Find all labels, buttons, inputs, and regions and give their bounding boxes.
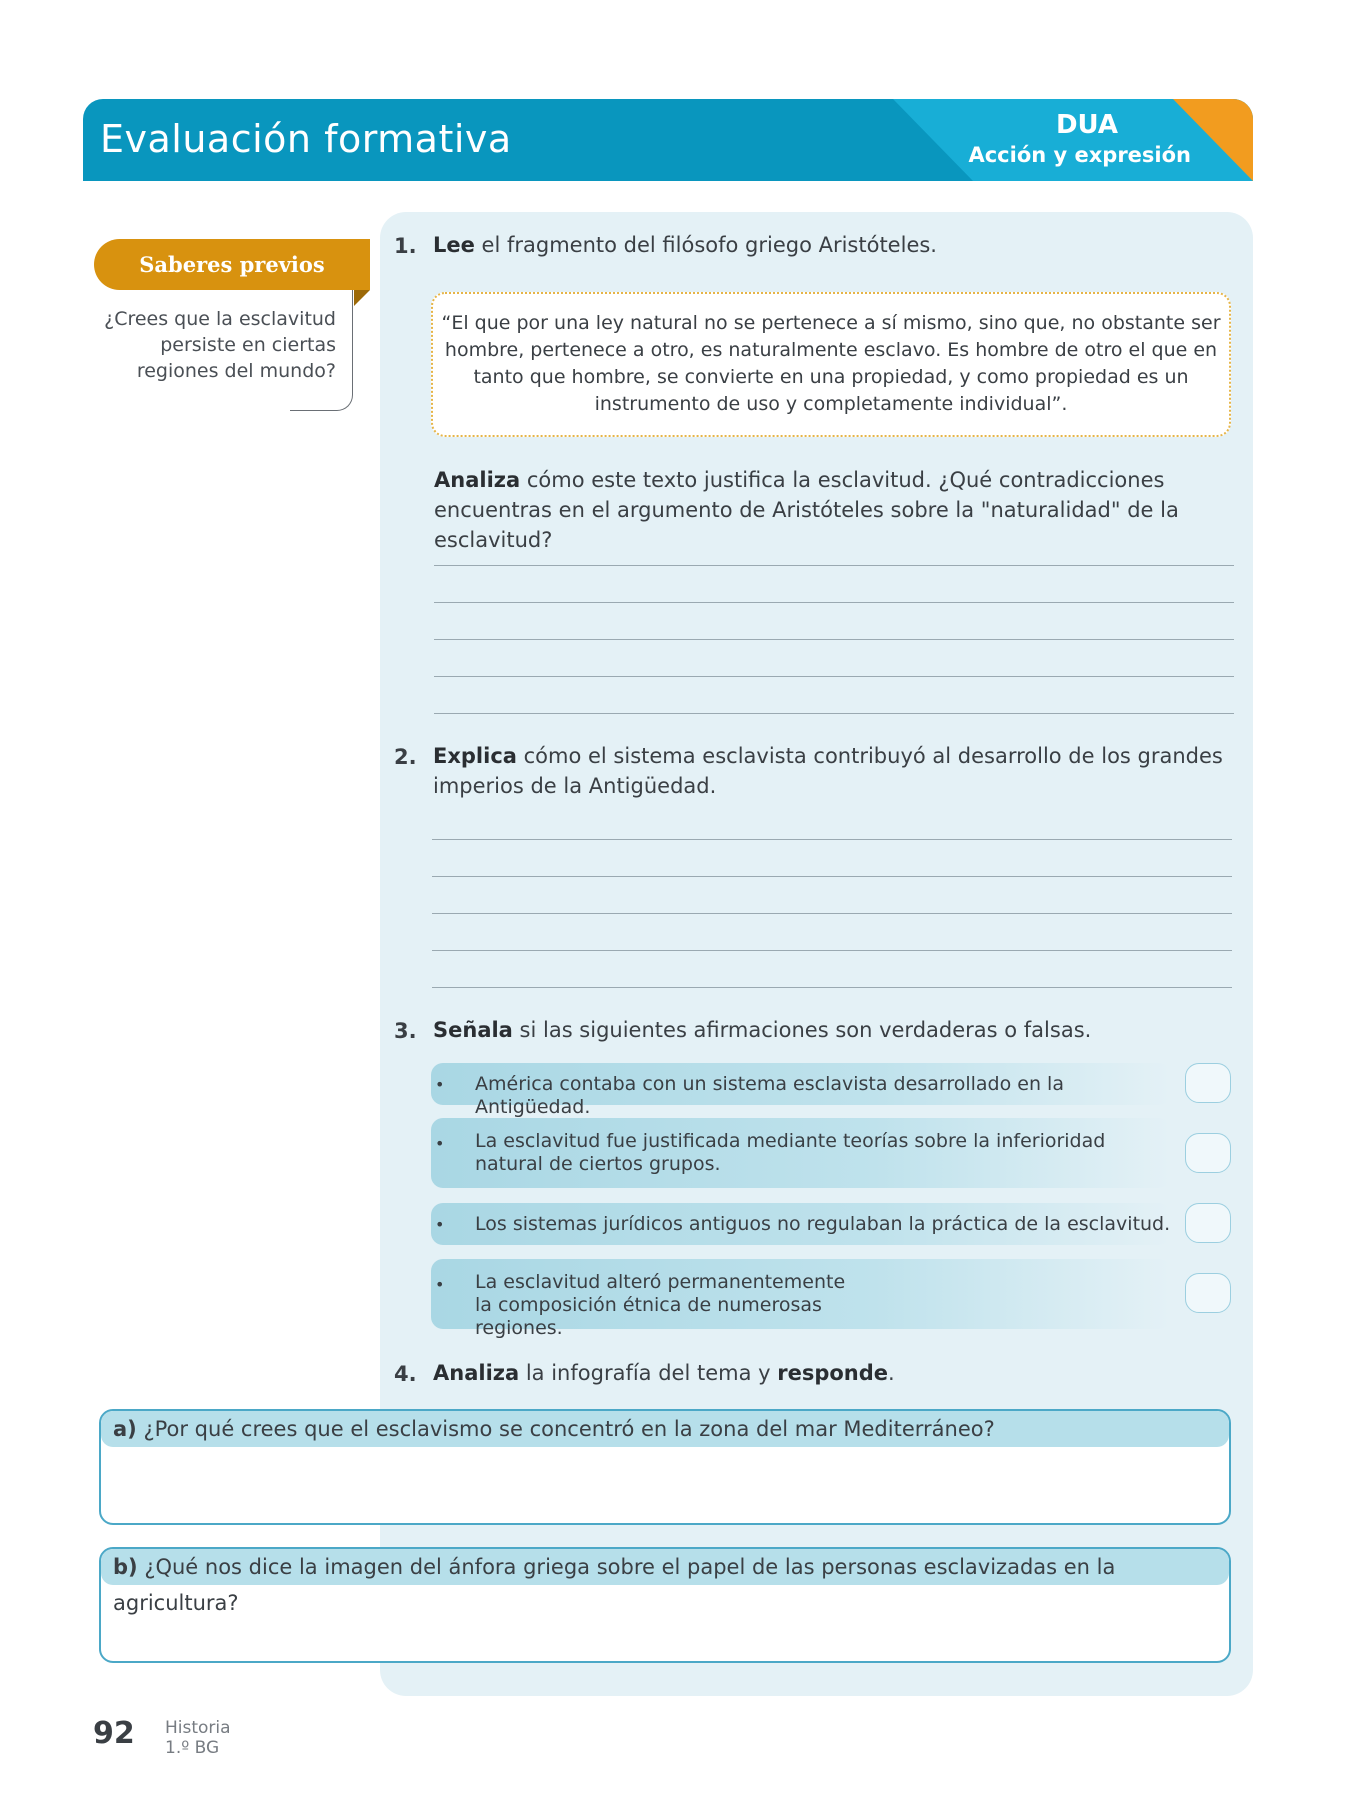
question-1-verb: Lee bbox=[433, 233, 475, 257]
statement-item bbox=[431, 1203, 1171, 1245]
question-1-body: el fragmento del filósofo griego Aristóteles. bbox=[474, 233, 937, 257]
bullet-icon: • bbox=[435, 1134, 445, 1153]
question-4-verb: Analiza bbox=[433, 1361, 520, 1385]
saberes-previos-tab: Saberes previos bbox=[94, 239, 370, 290]
answer-line[interactable] bbox=[434, 676, 1234, 677]
answer-line[interactable] bbox=[432, 987, 1232, 988]
quote-text: “El que por una ley natural no se pertenece a sí mismo, sino que, no obstante ser hombre, pertenece a otro, es naturalmente esclavo. Es hombre de otro el que en tanto que hombre, se convierte en una propiedad, y como propiedad es un instrumento de uso y completamente individual”. bbox=[441, 312, 1221, 415]
answer-a-text: ¿Por qué crees que el esclavismo se concentró en la zona del mar Mediterráneo? bbox=[136, 1417, 995, 1441]
question-1-text bbox=[433, 230, 1233, 260]
true-false-box[interactable] bbox=[1185, 1203, 1231, 1243]
question-3-body: si las siguientes afirmaciones son verdaderas o falsas. bbox=[512, 1018, 1092, 1042]
statement-item bbox=[431, 1118, 1171, 1188]
question-4-verb-2: responde bbox=[777, 1361, 889, 1385]
footer-grade: 1.º BG bbox=[165, 1738, 220, 1758]
question-2-text bbox=[433, 741, 1233, 801]
answer-line[interactable] bbox=[432, 950, 1232, 951]
answer-box-a-question bbox=[101, 1411, 1229, 1447]
statement-text: La esclavitud alteró permanentemente la composición étnica de numerosas regiones. bbox=[475, 1271, 846, 1339]
saberes-previos-question: ¿Crees que la esclavitud persiste en ciertas regiones del mundo? bbox=[104, 308, 336, 382]
statement-text: La esclavitud fue justificada mediante teorías sobre la inferioridad natural de ciertos grupos. bbox=[475, 1130, 1106, 1175]
page-number: 92 bbox=[93, 1716, 135, 1751]
tab-fold bbox=[354, 290, 370, 306]
true-false-box[interactable] bbox=[1185, 1133, 1231, 1173]
question-2-body: cómo el sistema esclavista contribuyó al desarrollo de los grandes imperios de la Antigüedad. bbox=[433, 744, 1223, 798]
statement-item bbox=[431, 1063, 1171, 1118]
true-false-box[interactable] bbox=[1185, 1063, 1231, 1103]
dua-badge-title: DUA bbox=[1055, 110, 1118, 140]
answer-line[interactable] bbox=[434, 639, 1234, 640]
answer-line[interactable] bbox=[434, 565, 1234, 566]
footer-subject: Historia bbox=[165, 1718, 231, 1738]
question-1-prompt bbox=[434, 465, 1240, 555]
answer-b-label: b) bbox=[113, 1555, 138, 1579]
statement-item bbox=[431, 1259, 1171, 1339]
answer-line[interactable] bbox=[432, 913, 1232, 914]
answer-line[interactable] bbox=[434, 602, 1234, 603]
question-2-verb: Explica bbox=[433, 744, 517, 768]
question-4-end: . bbox=[888, 1361, 895, 1385]
true-false-box[interactable] bbox=[1185, 1273, 1231, 1313]
aristotle-quote bbox=[431, 292, 1231, 437]
question-2-number: 2. bbox=[394, 745, 417, 769]
answer-b-text: ¿Qué nos dice la imagen del ánfora griega sobre el papel de las personas esclavizadas en la agricultura? bbox=[113, 1555, 1116, 1615]
answer-line[interactable] bbox=[432, 876, 1232, 877]
section-title: Evaluación formativa bbox=[100, 117, 512, 161]
question-4-number: 4. bbox=[394, 1362, 417, 1386]
answer-box-b[interactable] bbox=[99, 1547, 1231, 1663]
question-1-number: 1. bbox=[394, 234, 417, 258]
question-3-number: 3. bbox=[394, 1019, 417, 1043]
question-3-text bbox=[433, 1015, 1233, 1045]
question-1-prompt-verb: Analiza bbox=[434, 468, 521, 492]
answer-line[interactable] bbox=[432, 839, 1232, 840]
bullet-icon: • bbox=[435, 1275, 445, 1294]
statement-text: Los sistemas jurídicos antiguos no regulaban la práctica de la esclavitud. bbox=[475, 1213, 1171, 1235]
section-header bbox=[83, 99, 1253, 181]
dua-badge-subtitle: Acción y expresión bbox=[968, 143, 1191, 167]
bullet-icon: • bbox=[435, 1075, 445, 1094]
question-4-body: la infografía del tema y bbox=[519, 1361, 778, 1385]
question-1-prompt-body: cómo este texto justifica la esclavitud. ¿Qué contradicciones encuentras en el argumento de Aristóteles sobre la "naturalidad" de la esclavitud? bbox=[434, 468, 1179, 552]
question-4-text bbox=[433, 1358, 1233, 1388]
answer-box-b-question bbox=[101, 1549, 1229, 1615]
answer-box-a[interactable] bbox=[99, 1409, 1231, 1525]
statement-text: América contaba con un sistema esclavista desarrollado en la Antigüedad. bbox=[475, 1073, 1064, 1118]
answer-a-label: a) bbox=[113, 1417, 137, 1441]
answer-line[interactable] bbox=[434, 713, 1234, 714]
bullet-icon: • bbox=[435, 1215, 445, 1234]
question-3-verb: Señala bbox=[433, 1018, 513, 1042]
